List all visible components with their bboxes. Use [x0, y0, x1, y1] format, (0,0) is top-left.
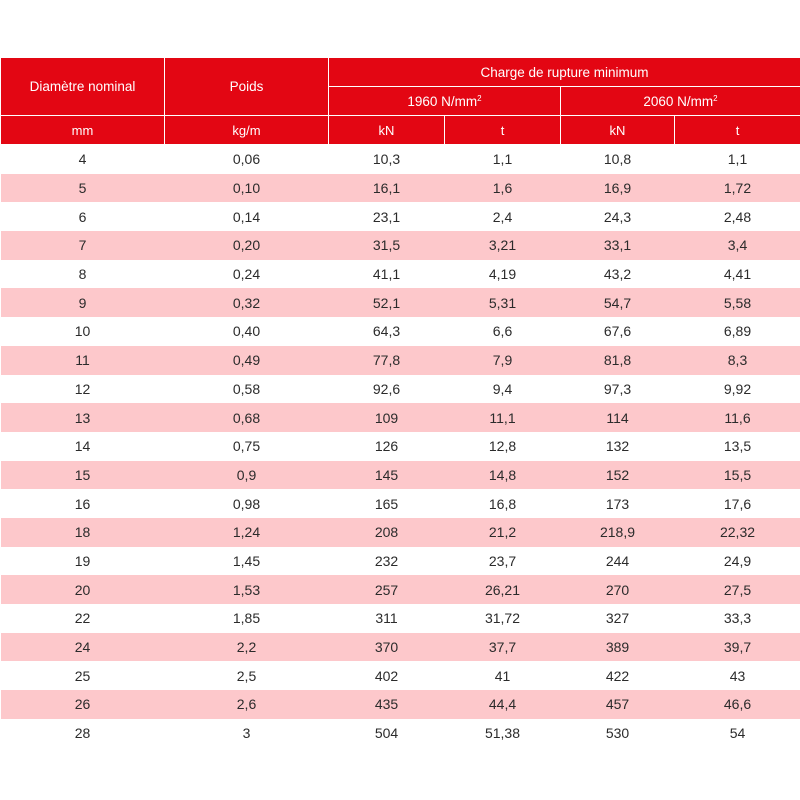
unit-t-1960: t	[445, 116, 561, 145]
table-row	[1, 547, 800, 576]
table-row	[1, 661, 800, 690]
poids-cell: 2,5	[165, 661, 329, 690]
t-1960-cell: 3,21	[445, 231, 561, 260]
diametre-cell: 12	[1, 375, 165, 404]
kn-1960-cell: 208	[329, 518, 445, 547]
kn-2060-cell: 24,3	[561, 202, 675, 231]
table-row	[1, 145, 800, 174]
header-charge: Charge de rupture minimum	[329, 58, 800, 87]
poids-cell: 0,24	[165, 260, 329, 289]
poids-cell: 0,68	[165, 403, 329, 432]
header-group-2060-sup: 2	[713, 93, 718, 103]
poids-cell: 0,10	[165, 174, 329, 203]
diametre-cell: 10	[1, 317, 165, 346]
poids-cell: 3	[165, 719, 329, 748]
poids-cell: 0,49	[165, 346, 329, 375]
poids-cell: 0,32	[165, 288, 329, 317]
t-1960-cell: 37,7	[445, 633, 561, 662]
t-2060-cell: 43	[675, 661, 800, 690]
unit-kn-2060: kN	[561, 116, 675, 145]
kn-1960-cell: 435	[329, 690, 445, 719]
diametre-cell: 5	[1, 174, 165, 203]
t-1960-cell: 1,1	[445, 145, 561, 174]
t-1960-cell: 6,6	[445, 317, 561, 346]
t-2060-cell: 2,48	[675, 202, 800, 231]
poids-cell: 0,98	[165, 489, 329, 518]
kn-1960-cell: 232	[329, 547, 445, 576]
t-2060-cell: 11,6	[675, 403, 800, 432]
t-2060-cell: 3,4	[675, 231, 800, 260]
diametre-cell: 7	[1, 231, 165, 260]
t-1960-cell: 21,2	[445, 518, 561, 547]
t-1960-cell: 51,38	[445, 719, 561, 748]
diametre-cell: 18	[1, 518, 165, 547]
t-1960-cell: 9,4	[445, 375, 561, 404]
t-2060-cell: 13,5	[675, 432, 800, 461]
poids-cell: 0,14	[165, 202, 329, 231]
kn-2060-cell: 389	[561, 633, 675, 662]
unit-kn-1960: kN	[329, 116, 445, 145]
unit-t-2060: t	[675, 116, 800, 145]
header-poids: Poids	[165, 58, 329, 116]
diametre-cell: 25	[1, 661, 165, 690]
kn-2060-cell: 457	[561, 690, 675, 719]
diametre-cell: 9	[1, 288, 165, 317]
t-2060-cell: 46,6	[675, 690, 800, 719]
kn-1960-cell: 257	[329, 575, 445, 604]
t-1960-cell: 26,21	[445, 575, 561, 604]
kn-2060-cell: 67,6	[561, 317, 675, 346]
poids-cell: 2,6	[165, 690, 329, 719]
diametre-cell: 20	[1, 575, 165, 604]
kn-1960-cell: 504	[329, 719, 445, 748]
kn-2060-cell: 244	[561, 547, 675, 576]
t-2060-cell: 1,1	[675, 145, 800, 174]
kn-2060-cell: 33,1	[561, 231, 675, 260]
header-group-1960-label: 1960 N/mm	[407, 93, 478, 109]
t-2060-cell: 24,9	[675, 547, 800, 576]
poids-cell: 1,53	[165, 575, 329, 604]
t-2060-cell: 22,32	[675, 518, 800, 547]
kn-1960-cell: 41,1	[329, 260, 445, 289]
diametre-cell: 22	[1, 604, 165, 633]
diametre-cell: 6	[1, 202, 165, 231]
kn-1960-cell: 145	[329, 461, 445, 490]
kn-2060-cell: 530	[561, 719, 675, 748]
t-2060-cell: 9,92	[675, 375, 800, 404]
table-row	[1, 461, 800, 490]
t-1960-cell: 1,6	[445, 174, 561, 203]
poids-cell: 2,2	[165, 633, 329, 662]
table-row	[1, 260, 800, 289]
t-1960-cell: 2,4	[445, 202, 561, 231]
table-row	[1, 575, 800, 604]
diametre-cell: 14	[1, 432, 165, 461]
table-row	[1, 719, 800, 748]
t-2060-cell: 54	[675, 719, 800, 748]
header-group-2060-label: 2060 N/mm	[643, 93, 714, 109]
t-2060-cell: 39,7	[675, 633, 800, 662]
kn-2060-cell: 173	[561, 489, 675, 518]
table-row	[1, 231, 800, 260]
kn-1960-cell: 126	[329, 432, 445, 461]
diametre-cell: 19	[1, 547, 165, 576]
t-1960-cell: 31,72	[445, 604, 561, 633]
t-2060-cell: 17,6	[675, 489, 800, 518]
table-row	[1, 403, 800, 432]
t-2060-cell: 1,72	[675, 174, 800, 203]
kn-1960-cell: 311	[329, 604, 445, 633]
diametre-cell: 15	[1, 461, 165, 490]
poids-cell: 0,40	[165, 317, 329, 346]
diametre-cell: 28	[1, 719, 165, 748]
header-group-1960-sup: 2	[477, 93, 482, 103]
table-row	[1, 202, 800, 231]
kn-2060-cell: 97,3	[561, 375, 675, 404]
table-row	[1, 690, 800, 719]
t-1960-cell: 7,9	[445, 346, 561, 375]
diametre-cell: 26	[1, 690, 165, 719]
t-1960-cell: 44,4	[445, 690, 561, 719]
kn-2060-cell: 43,2	[561, 260, 675, 289]
kn-2060-cell: 114	[561, 403, 675, 432]
poids-cell: 0,58	[165, 375, 329, 404]
t-1960-cell: 23,7	[445, 547, 561, 576]
kn-2060-cell: 54,7	[561, 288, 675, 317]
table-row	[1, 375, 800, 404]
t-2060-cell: 6,89	[675, 317, 800, 346]
header-group-1960	[329, 87, 561, 116]
table-body	[1, 145, 800, 748]
diametre-cell: 4	[1, 145, 165, 174]
t-1960-cell: 41	[445, 661, 561, 690]
diametre-cell: 11	[1, 346, 165, 375]
kn-1960-cell: 31,5	[329, 231, 445, 260]
kn-2060-cell: 16,9	[561, 174, 675, 203]
table-row	[1, 489, 800, 518]
kn-1960-cell: 64,3	[329, 317, 445, 346]
header-diametre: Diamètre nominal	[1, 58, 165, 116]
t-1960-cell: 12,8	[445, 432, 561, 461]
diametre-cell: 8	[1, 260, 165, 289]
table-container	[0, 57, 800, 747]
table-row	[1, 346, 800, 375]
kn-1960-cell: 23,1	[329, 202, 445, 231]
table-row	[1, 317, 800, 346]
rupture-load-table	[0, 57, 800, 747]
t-1960-cell: 4,19	[445, 260, 561, 289]
kn-2060-cell: 270	[561, 575, 675, 604]
poids-cell: 1,24	[165, 518, 329, 547]
poids-cell: 1,85	[165, 604, 329, 633]
t-1960-cell: 14,8	[445, 461, 561, 490]
t-1960-cell: 16,8	[445, 489, 561, 518]
header-group-2060	[561, 87, 800, 116]
kn-1960-cell: 109	[329, 403, 445, 432]
t-2060-cell: 8,3	[675, 346, 800, 375]
table-header	[1, 58, 800, 145]
kn-2060-cell: 327	[561, 604, 675, 633]
kn-1960-cell: 402	[329, 661, 445, 690]
kn-1960-cell: 92,6	[329, 375, 445, 404]
kn-1960-cell: 370	[329, 633, 445, 662]
table-row	[1, 633, 800, 662]
kn-1960-cell: 52,1	[329, 288, 445, 317]
poids-cell: 0,9	[165, 461, 329, 490]
kn-1960-cell: 16,1	[329, 174, 445, 203]
diametre-cell: 16	[1, 489, 165, 518]
table-row	[1, 174, 800, 203]
table-row	[1, 288, 800, 317]
kn-2060-cell: 422	[561, 661, 675, 690]
poids-cell: 0,20	[165, 231, 329, 260]
kn-1960-cell: 10,3	[329, 145, 445, 174]
unit-mm: mm	[1, 116, 165, 145]
diametre-cell: 24	[1, 633, 165, 662]
t-2060-cell: 4,41	[675, 260, 800, 289]
table-row	[1, 432, 800, 461]
poids-cell: 0,06	[165, 145, 329, 174]
kn-1960-cell: 77,8	[329, 346, 445, 375]
table-row	[1, 604, 800, 633]
kn-2060-cell: 152	[561, 461, 675, 490]
t-2060-cell: 5,58	[675, 288, 800, 317]
poids-cell: 0,75	[165, 432, 329, 461]
kn-2060-cell: 10,8	[561, 145, 675, 174]
kn-1960-cell: 165	[329, 489, 445, 518]
kn-2060-cell: 81,8	[561, 346, 675, 375]
t-2060-cell: 15,5	[675, 461, 800, 490]
t-1960-cell: 5,31	[445, 288, 561, 317]
kn-2060-cell: 218,9	[561, 518, 675, 547]
table-row	[1, 518, 800, 547]
poids-cell: 1,45	[165, 547, 329, 576]
diametre-cell: 13	[1, 403, 165, 432]
t-2060-cell: 33,3	[675, 604, 800, 633]
kn-2060-cell: 132	[561, 432, 675, 461]
t-2060-cell: 27,5	[675, 575, 800, 604]
unit-kgm: kg/m	[165, 116, 329, 145]
t-1960-cell: 11,1	[445, 403, 561, 432]
